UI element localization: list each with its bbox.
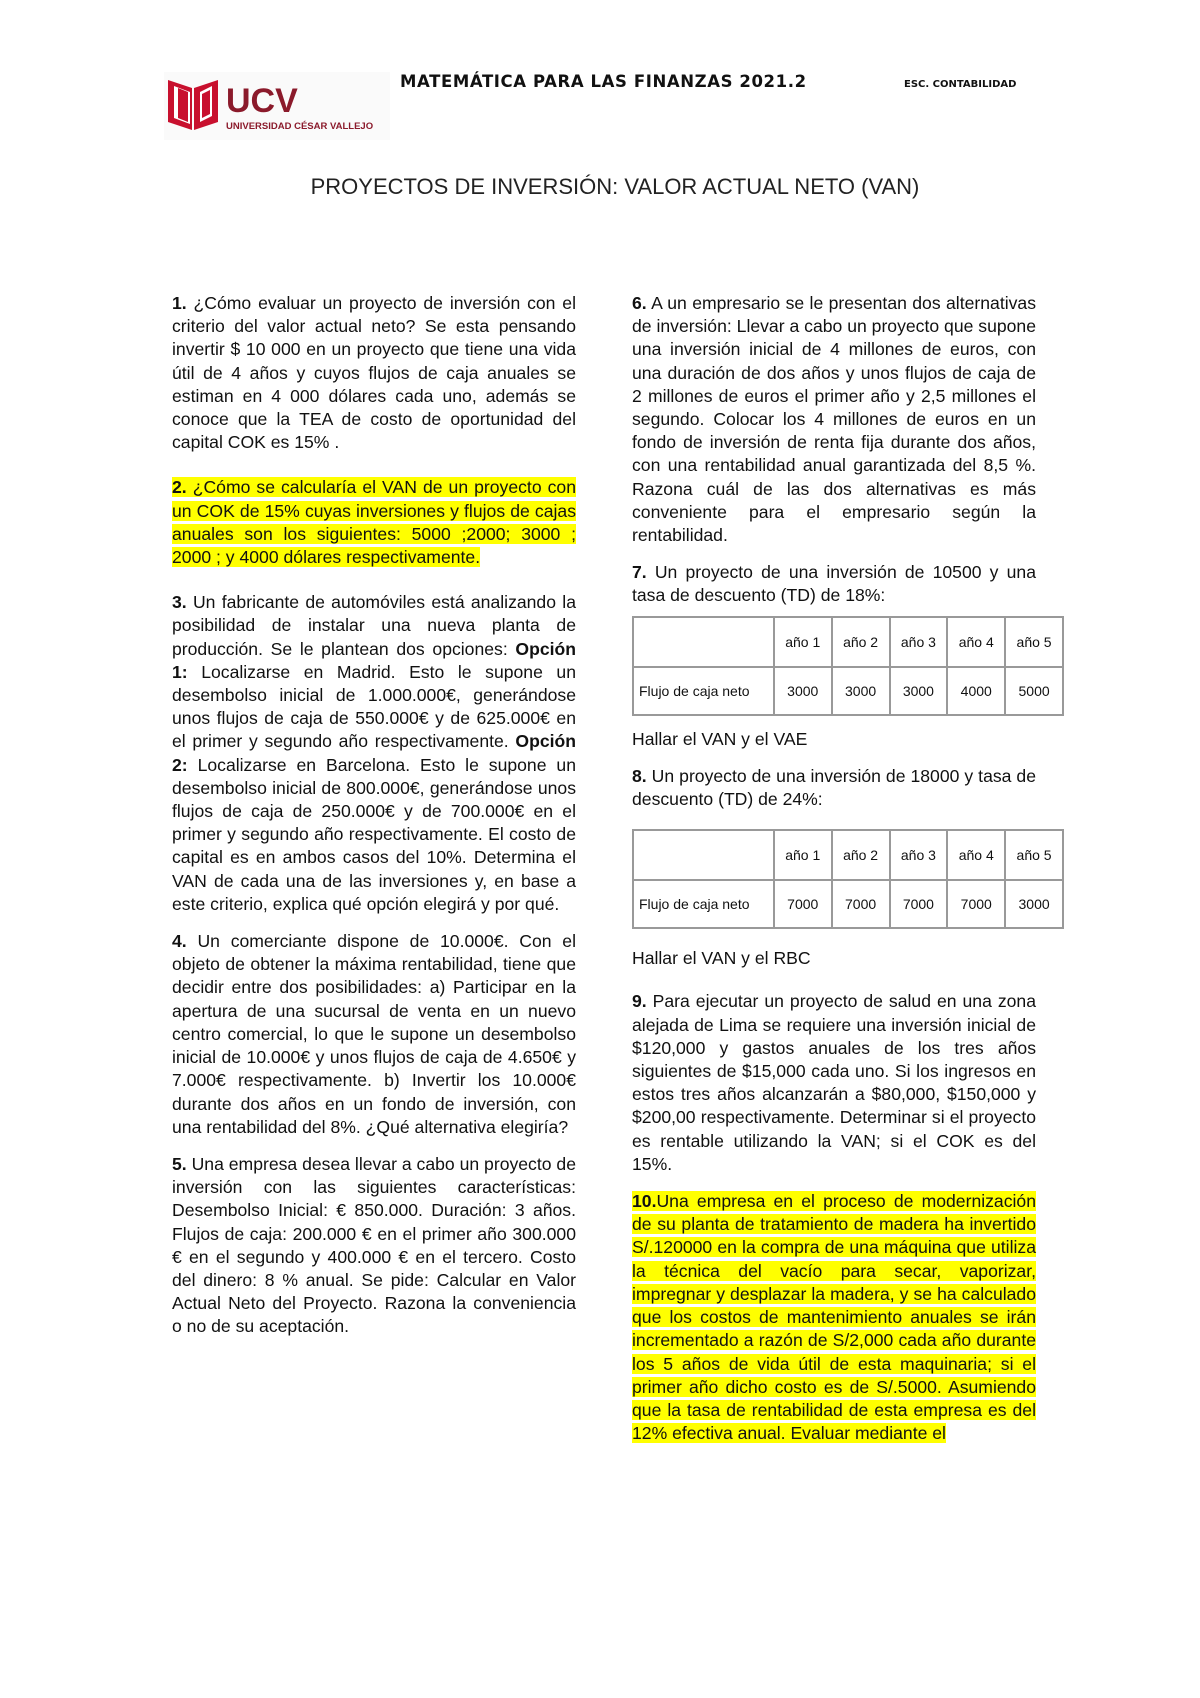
problem-1: 1. ¿Cómo evaluar un proyecto de inversión con el criterio del valor actual neto? Se esta pensando invertir $ 10 000 en un proyecto que tiene una vida útil de 4 años y cuyos flujos de caja anuales se estiman en 4 000 dólares cada uno, además se conoce que la TEA de costo de oportunidad del capital COK es 15% . xyxy=(172,293,576,453)
table-header: año 3 xyxy=(890,830,948,880)
problem-2: 2. ¿Cómo se calcularía el VAN de un proyecto con un COK de 15% cuyas inversiones y flujos de cajas anuales son los siguientes: 5000 ;2000; 3000 ; 2000 ; y 4000 dólares respectivamente. xyxy=(172,477,576,568)
table-problem-7 xyxy=(632,616,1064,716)
table-cell: 7000 xyxy=(832,880,890,928)
table-header: año 5 xyxy=(1005,617,1063,667)
problem-8: 8. Un proyecto de una inversión de 18000 y tasa de descuento (TD) de 24%: xyxy=(632,765,1036,810)
table-cell: 5000 xyxy=(1005,667,1063,715)
table-header: año 1 xyxy=(774,830,832,880)
table-header: año 4 xyxy=(947,830,1005,880)
logo-text: UCV xyxy=(226,82,298,120)
table-row-label: Flujo de caja neto xyxy=(633,667,774,715)
table-header: año 1 xyxy=(774,617,832,667)
left-column xyxy=(172,292,576,1353)
table-cell: 7000 xyxy=(890,880,948,928)
logo-subtext: UNIVERSIDAD CÉSAR VALLEJO xyxy=(226,121,374,132)
problem-3: 3. Un fabricante de automóviles está analizando la posibilidad de instalar una nueva planta de producción. Se le plantean dos opciones: Opción 1: Localizarse en Madrid. Esto le supone un desembolso inicial de 1.000.000€, generándose unos flujos de caja de 550.000€ y de 625.000€ en el primer y segundo año respectivamente. Opción 2: Localizarse en Barcelona. Esto le supone un desembolso inicial de 800.000€, generándose unos flujos de caja de 250.000€ y de 700.000€ en el primer y segundo año respectivamente. El costo de capital es en ambos casos del 10%. Determina el VAN de cada una de las inversiones y, en base a este criterio, explica qué opción elegirá y por qué. xyxy=(172,592,576,914)
problem-10: 10.Una empresa en el proceso de modernización de su planta de tratamiento de madera ha invertido S/.120000 en la compra de una máquina que utiliza la técnica del vacío para secar, vaporizar, impregnar y desplazar la madera, y se ha calculado que los costos de mantenimiento anuales se irán incrementado a razón de S/2,000 cada año durante los 5 años de vida útil de esta maquinaria; si el primer año dicho costo es de S/.5000. Asumiendo que la tasa de rentabilidad de esta empresa es del 12% efectiva anual. Evaluar mediante el xyxy=(632,1191,1036,1444)
problem-8-question: Hallar el VAN y el RBC xyxy=(632,948,811,969)
problem-6: 6. A un empresario se le presentan dos alternativas de inversión: Llevar a cabo un proyecto que supone una inversión inicial de 4 millones de euros, con una duración de dos años y unos flujos de caja de 2 millones de euros el primer año y 2,5 millones el segundo. Colocar los 4 millones de euros en un fondo de inversión de renta fija durante dos años, con una rentabilidad anual garantizada del 8,5 %. Razona cuál de las dos alternativas es más conveniente para el empresario según la rentabilidad. xyxy=(632,293,1036,546)
problem-5: 5. Una empresa desea llevar a cabo un proyecto de inversión con las siguientes características: Desembolso Inicial: € 850.000. Duración: 3 años. Flujos de caja: 200.000 € en el primer año 300.000 € en el segundo y 400.000 € en el tercero. Costo del dinero: 8 % anual. Se pide: Calcular en Valor Actual Neto del Proyecto. Razona la conveniencia o no de su aceptación. xyxy=(172,1153,576,1337)
problem-7: 7. Un proyecto de una inversión de 10500 y una tasa de descuento (TD) de 18%: xyxy=(632,562,1036,606)
table-row-label: Flujo de caja neto xyxy=(633,880,774,928)
problem-9: 9. Para ejecutar un proyecto de salud en una zona alejada de Lima se requiere una inversión inicial de $120,000 y gastos anuales de los tres años siguientes de $15,000 cada uno. Si los ingresos en estos tres años alcanzarán a $80,000, $150,000 y $200,00 respectivamente. Determinar si el proyecto es rentable utilizando la VAN; si el COK es del 15%. xyxy=(632,991,1036,1174)
table-header: año 5 xyxy=(1005,830,1063,880)
table-header: año 3 xyxy=(890,617,948,667)
table-problem-8 xyxy=(632,829,1064,929)
school-name: ESC. CONTABILIDAD xyxy=(904,79,1017,90)
table-cell: 7000 xyxy=(947,880,1005,928)
ucv-logo xyxy=(164,72,390,140)
table-cell: 3000 xyxy=(1005,880,1063,928)
table-cell: 3000 xyxy=(832,667,890,715)
course-title: MATEMÁTICA PARA LAS FINANZAS 2021.2 xyxy=(400,72,807,91)
document-title: PROYECTOS DE INVERSIÓN: VALOR ACTUAL NETO (VAN) xyxy=(310,174,920,199)
table-cell: 3000 xyxy=(890,667,948,715)
table-header: año 2 xyxy=(832,617,890,667)
table-cell: 3000 xyxy=(774,667,832,715)
table-cell: 4000 xyxy=(947,667,1005,715)
problem-7-question: Hallar el VAN y el VAE xyxy=(632,728,808,749)
table-header: año 2 xyxy=(832,830,890,880)
table-header: año 4 xyxy=(947,617,1005,667)
problem-4: 4. Un comerciante dispone de 10.000€. Con el objeto de obtener la máxima rentabilidad, tiene que decidir entre dos posibilidades: a) Participar en la apertura de una sucursal de venta en un nuevo centro comercial, lo que le supone un desembolso inicial de 10.000€ y unos flujos de caja de 4.650€ y 7.000€ respectivamente. b) Invertir los 10.000€ durante dos años en un fondo de inversión, con una rentabilidad del 8%. ¿Qué alternativa elegiría? xyxy=(172,931,576,1137)
right-column xyxy=(632,292,1052,1459)
table-cell: 7000 xyxy=(774,880,832,928)
